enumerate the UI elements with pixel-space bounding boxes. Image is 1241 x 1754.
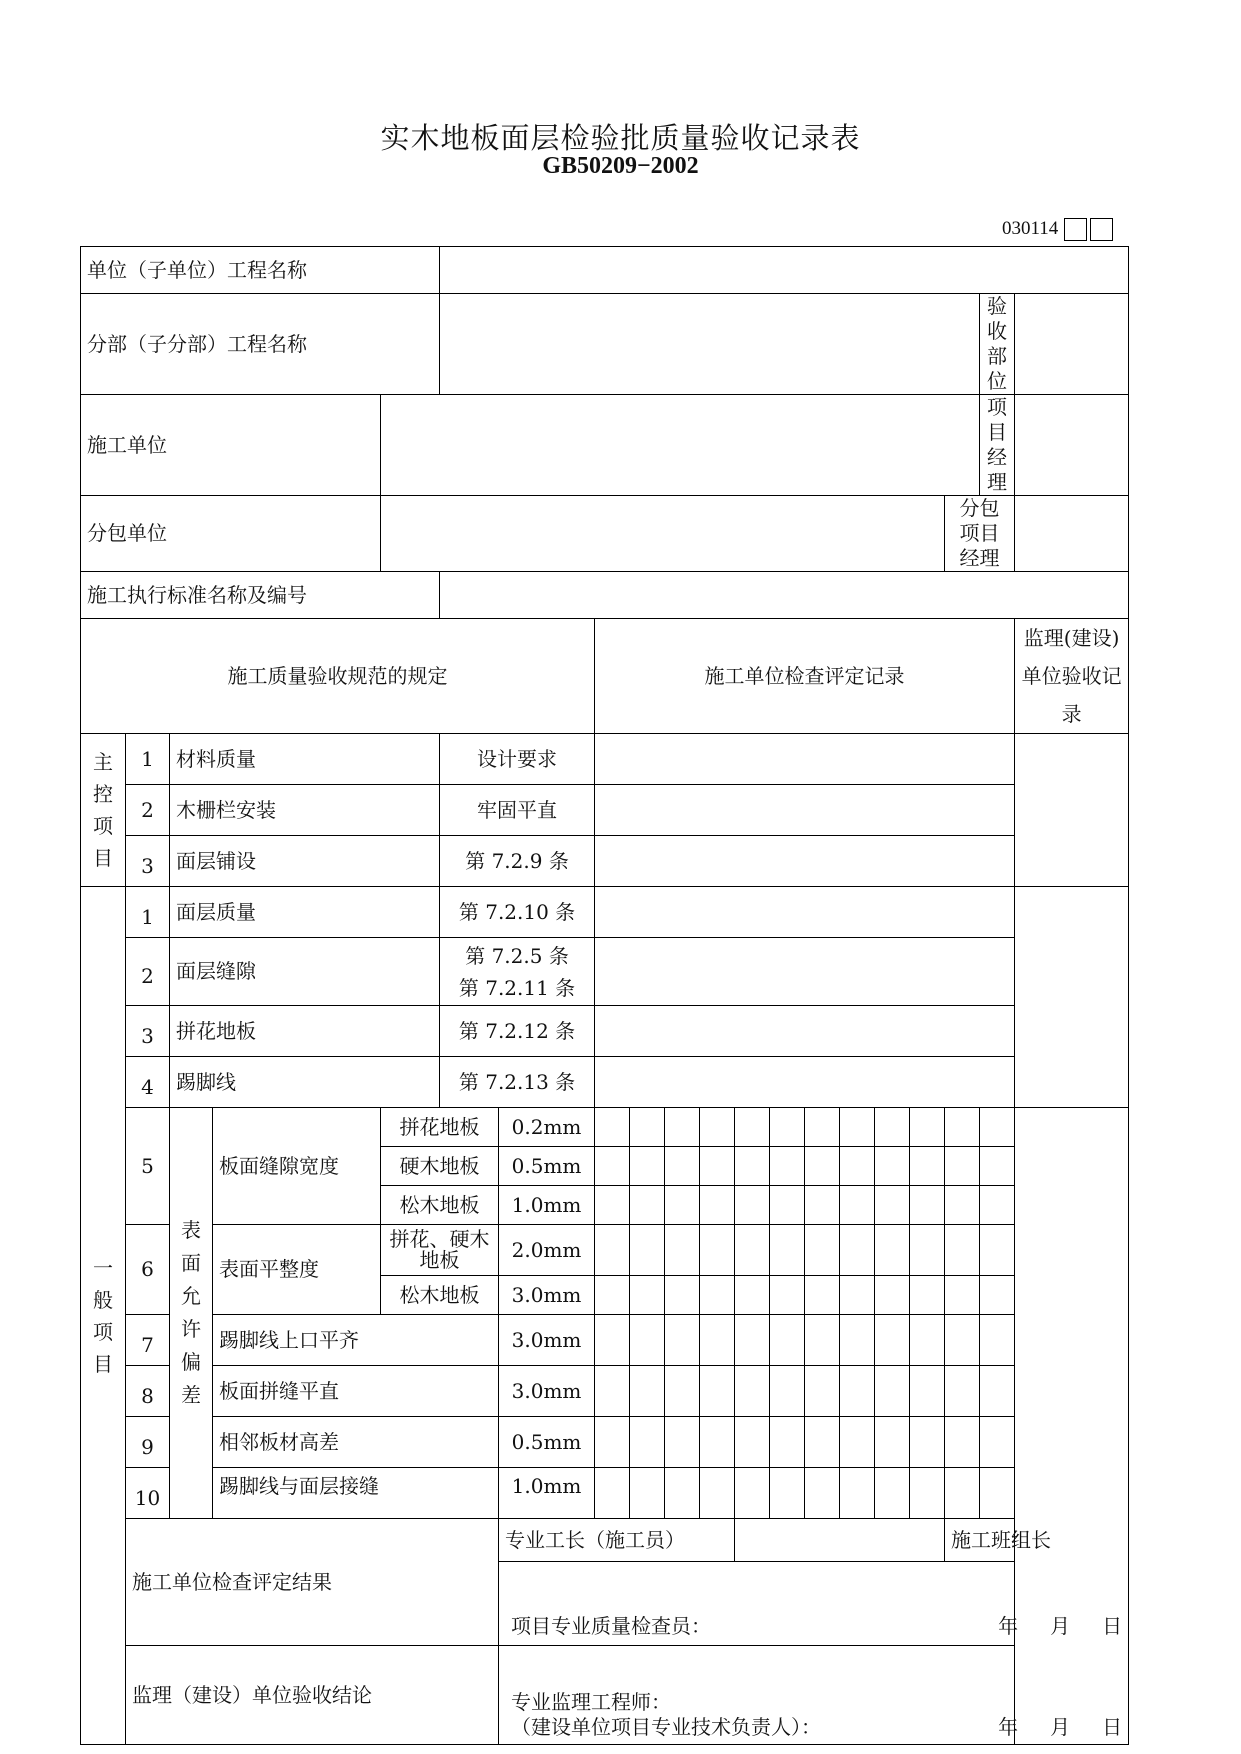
check-cell[interactable] <box>910 1147 945 1186</box>
check-cell[interactable] <box>910 1468 945 1519</box>
check-cell[interactable] <box>735 1108 770 1147</box>
tol-6b-type: 松木地板 <box>381 1276 499 1315</box>
check-cell[interactable] <box>875 1315 910 1366</box>
tol-item-6-name: 表面平整度 <box>213 1225 381 1315</box>
check-cell[interactable] <box>875 1276 910 1315</box>
check-cell[interactable] <box>595 1147 630 1186</box>
check-cell[interactable] <box>980 1186 1015 1225</box>
check-cell[interactable] <box>595 1468 630 1519</box>
general-item-4-name: 踢脚线 <box>170 1057 440 1108</box>
main-item-1-record[interactable] <box>595 734 1015 785</box>
general-item-2-record[interactable] <box>595 938 1015 1006</box>
general-item-1-no: 1 <box>126 887 170 938</box>
sub-project-manager-field[interactable] <box>1015 496 1129 572</box>
check-cell[interactable] <box>770 1108 805 1147</box>
tol-item-10-value: 1.0mm <box>499 1468 595 1519</box>
tol-6a-value: 2.0mm <box>499 1225 595 1276</box>
tol-5c-value: 1.0mm <box>499 1186 595 1225</box>
standard-field[interactable] <box>440 572 1129 619</box>
check-cell[interactable] <box>910 1315 945 1366</box>
check-cell[interactable] <box>910 1276 945 1315</box>
check-cell[interactable] <box>770 1315 805 1366</box>
tol-item-5-name: 板面缝隙宽度 <box>213 1108 381 1225</box>
subcontractor-field[interactable] <box>381 496 945 572</box>
form-code-box-1[interactable] <box>1064 218 1087 241</box>
tol-5a-value: 0.2mm <box>499 1108 595 1147</box>
general-item-2-no: 2 <box>126 938 170 1006</box>
check-cell[interactable] <box>665 1186 700 1225</box>
check-cell[interactable] <box>875 1186 910 1225</box>
acceptance-part-label: 验收部位 <box>980 294 1015 395</box>
check-cell[interactable] <box>840 1147 875 1186</box>
check-cell[interactable] <box>770 1147 805 1186</box>
supervisor-date: 年 月 日 <box>998 1715 1123 1739</box>
check-cell[interactable] <box>700 1417 735 1468</box>
tol-item-5-no: 5 <box>126 1108 170 1225</box>
check-cell[interactable] <box>630 1108 665 1147</box>
check-cell[interactable] <box>735 1315 770 1366</box>
contractor-signature-area[interactable] <box>499 1562 1129 1646</box>
main-item-2-no: 2 <box>126 785 170 836</box>
tol-item-9-name: 相邻板材高差 <box>213 1417 499 1468</box>
check-cell[interactable] <box>595 1315 630 1366</box>
tol-item-8-value: 3.0mm <box>499 1366 595 1417</box>
check-cell[interactable] <box>595 1186 630 1225</box>
check-cell[interactable] <box>700 1315 735 1366</box>
general-item-2-req-line1: 第 7.2.5 条 <box>465 943 569 968</box>
check-cell[interactable] <box>840 1468 875 1519</box>
check-cell[interactable] <box>595 1225 630 1276</box>
check-cell[interactable] <box>840 1366 875 1417</box>
check-cell[interactable] <box>980 1108 1015 1147</box>
check-cell[interactable] <box>595 1276 630 1315</box>
check-cell[interactable] <box>805 1276 840 1315</box>
check-cell[interactable] <box>630 1468 665 1519</box>
tol-5a-type: 拼花地板 <box>381 1108 499 1147</box>
general-item-3-name: 拼花地板 <box>170 1006 440 1057</box>
check-cell[interactable] <box>875 1417 910 1468</box>
tol-item-6-no: 6 <box>126 1225 170 1315</box>
check-cell[interactable] <box>630 1147 665 1186</box>
check-cell[interactable] <box>595 1417 630 1468</box>
check-cell[interactable] <box>875 1147 910 1186</box>
check-cell[interactable] <box>840 1225 875 1276</box>
check-cell[interactable] <box>665 1315 700 1366</box>
owner-rep-label: （建设单位项目专业技术负责人）： <box>511 1715 822 1739</box>
check-cell[interactable] <box>805 1315 840 1366</box>
main-item-2-name: 木栅栏安装 <box>170 785 440 836</box>
check-cell[interactable] <box>595 1366 630 1417</box>
check-cell[interactable] <box>945 1468 980 1519</box>
check-cell[interactable] <box>945 1276 980 1315</box>
team-leader-label: 施工班组长 <box>945 1519 1129 1562</box>
main-item-1-no: 1 <box>126 734 170 785</box>
contractor-label: 施工单位 <box>81 395 381 496</box>
check-cell[interactable] <box>700 1468 735 1519</box>
check-cell[interactable] <box>980 1366 1015 1417</box>
check-cell[interactable] <box>910 1225 945 1276</box>
check-cell[interactable] <box>910 1417 945 1468</box>
tol-item-10-name: 踢脚线与面层接缝 <box>213 1468 499 1519</box>
supervisor-engineer-label: 专业监理工程师： <box>511 1690 672 1714</box>
check-cell[interactable] <box>805 1468 840 1519</box>
check-cell[interactable] <box>910 1366 945 1417</box>
check-cell[interactable] <box>840 1186 875 1225</box>
standard-label: 施工执行标准名称及编号 <box>81 572 440 619</box>
project-manager-label: 项目经理 <box>980 395 1015 496</box>
check-cell[interactable] <box>980 1276 1015 1315</box>
check-cell[interactable] <box>700 1366 735 1417</box>
supervisor-record-header: 监理(建设)单位验收记录 <box>1015 619 1129 734</box>
check-cell[interactable] <box>840 1315 875 1366</box>
standard-code: GB50209−2002 <box>542 153 699 179</box>
unit-project-field[interactable] <box>440 247 1129 294</box>
main-item-3-record[interactable] <box>595 836 1015 887</box>
check-cell[interactable] <box>875 1108 910 1147</box>
tolerance-group-label: 表面允许偏差 <box>170 1108 213 1519</box>
check-cell[interactable] <box>630 1366 665 1417</box>
check-cell[interactable] <box>770 1276 805 1315</box>
main-item-3-req: 第 7.2.9 条 <box>440 836 595 887</box>
general-label: 一般项目 <box>81 887 126 1745</box>
main-item-1-req: 设计要求 <box>440 734 595 785</box>
general-item-1-name: 面层质量 <box>170 887 440 938</box>
tol-item-8-no: 8 <box>126 1366 170 1417</box>
sub-project-field[interactable] <box>440 294 980 395</box>
check-cell[interactable] <box>665 1108 700 1147</box>
supervisor-signature-area[interactable] <box>499 1646 1129 1745</box>
check-cell[interactable] <box>805 1417 840 1468</box>
check-cell[interactable] <box>805 1366 840 1417</box>
check-cell[interactable] <box>875 1468 910 1519</box>
general-supervisor-record-a[interactable] <box>1015 887 1129 1108</box>
check-cell[interactable] <box>945 1147 980 1186</box>
check-cell[interactable] <box>770 1186 805 1225</box>
check-cell[interactable] <box>980 1468 1015 1519</box>
check-cell[interactable] <box>665 1366 700 1417</box>
check-cell[interactable] <box>735 1276 770 1315</box>
general-item-2-name: 面层缝隙 <box>170 938 440 1006</box>
tol-item-9-no: 9 <box>126 1417 170 1468</box>
form-title: 实木地板面层检验批质量验收记录表 <box>380 121 861 155</box>
tol-6a-type: 拼花、硬木地板 <box>381 1225 499 1276</box>
check-cell[interactable] <box>735 1225 770 1276</box>
check-cell[interactable] <box>735 1417 770 1468</box>
inspector-label: 项目专业质量检查员： <box>511 1614 712 1638</box>
check-cell[interactable] <box>875 1366 910 1417</box>
check-cell[interactable] <box>735 1468 770 1519</box>
general-item-4-record[interactable] <box>595 1057 1015 1108</box>
general-item-1-record[interactable] <box>595 887 1015 938</box>
tol-item-10-no: 10 <box>126 1468 170 1519</box>
sub-project-manager-label: 分包项目经理 <box>945 496 1015 572</box>
check-cell[interactable] <box>700 1225 735 1276</box>
check-cell[interactable] <box>840 1276 875 1315</box>
check-cell[interactable] <box>945 1366 980 1417</box>
form-code: 030114 <box>1002 218 1059 239</box>
check-cell[interactable] <box>665 1468 700 1519</box>
main-item-1-name: 材料质量 <box>170 734 440 785</box>
check-cell[interactable] <box>665 1417 700 1468</box>
check-cell[interactable] <box>840 1417 875 1468</box>
spec-column-header: 施工质量验收规范的规定 <box>81 619 595 734</box>
check-cell[interactable] <box>700 1147 735 1186</box>
inspector-date: 年 月 日 <box>998 1614 1123 1638</box>
supervisor-conclusion-label: 监理（建设）单位验收结论 <box>126 1646 499 1745</box>
check-cell[interactable] <box>770 1225 805 1276</box>
main-supervisor-record[interactable] <box>1015 734 1129 887</box>
check-cell[interactable] <box>980 1147 1015 1186</box>
check-cell[interactable] <box>770 1417 805 1468</box>
contractor-record-header: 施工单位检查评定记录 <box>595 619 1015 734</box>
check-cell[interactable] <box>910 1186 945 1225</box>
general-item-2-req-line2: 第 7.2.11 条 <box>458 975 576 1000</box>
contractor-field[interactable] <box>381 395 980 496</box>
main-item-2-req: 牢固平直 <box>440 785 595 836</box>
general-item-3-record[interactable] <box>595 1006 1015 1057</box>
main-control-label: 主控项目 <box>81 734 126 887</box>
check-cell[interactable] <box>910 1108 945 1147</box>
tol-item-8-name: 板面拼缝平直 <box>213 1366 499 1417</box>
check-cell[interactable] <box>665 1147 700 1186</box>
check-cell[interactable] <box>630 1225 665 1276</box>
check-cell[interactable] <box>735 1147 770 1186</box>
record-table <box>80 246 1129 1745</box>
general-item-4-req: 第 7.2.13 条 <box>440 1057 595 1108</box>
unit-project-label: 单位（子单位）工程名称 <box>81 247 440 294</box>
general-item-2-req <box>440 938 595 1006</box>
check-cell[interactable] <box>840 1108 875 1147</box>
check-cell[interactable] <box>700 1108 735 1147</box>
tol-item-9-value: 0.5mm <box>499 1417 595 1468</box>
tol-6b-value: 3.0mm <box>499 1276 595 1315</box>
check-cell[interactable] <box>770 1366 805 1417</box>
check-cell[interactable] <box>875 1225 910 1276</box>
general-item-1-req: 第 7.2.10 条 <box>440 887 595 938</box>
check-cell[interactable] <box>805 1186 840 1225</box>
subcontractor-label: 分包单位 <box>81 496 381 572</box>
check-cell[interactable] <box>770 1468 805 1519</box>
check-cell[interactable] <box>630 1315 665 1366</box>
sub-project-label: 分部（子分部）工程名称 <box>81 294 440 395</box>
foreman-label: 专业工长（施工员） <box>499 1519 735 1562</box>
tol-item-7-value: 3.0mm <box>499 1315 595 1366</box>
tol-5b-value: 0.5mm <box>499 1147 595 1186</box>
check-cell[interactable] <box>700 1186 735 1225</box>
main-item-2-record[interactable] <box>595 785 1015 836</box>
check-cell[interactable] <box>630 1417 665 1468</box>
tol-item-7-name: 踢脚线上口平齐 <box>213 1315 499 1366</box>
contractor-result-label: 施工单位检查评定结果 <box>126 1519 499 1646</box>
check-cell[interactable] <box>980 1417 1015 1468</box>
general-item-3-no: 3 <box>126 1006 170 1057</box>
check-cell[interactable] <box>945 1417 980 1468</box>
check-cell[interactable] <box>945 1108 980 1147</box>
general-item-4-no: 4 <box>126 1057 170 1108</box>
main-item-3-no: 3 <box>126 836 170 887</box>
check-cell[interactable] <box>735 1366 770 1417</box>
check-cell[interactable] <box>665 1225 700 1276</box>
acceptance-part-field[interactable] <box>1015 294 1129 395</box>
check-cell[interactable] <box>980 1225 1015 1276</box>
check-cell[interactable] <box>805 1108 840 1147</box>
check-cell[interactable] <box>735 1186 770 1225</box>
check-cell[interactable] <box>805 1225 840 1276</box>
check-cell[interactable] <box>595 1108 630 1147</box>
form-code-box-2[interactable] <box>1090 218 1113 241</box>
project-manager-field[interactable] <box>1015 395 1129 496</box>
check-cell[interactable] <box>945 1186 980 1225</box>
check-cell[interactable] <box>700 1276 735 1315</box>
tol-item-7-no: 7 <box>126 1315 170 1366</box>
general-item-3-req: 第 7.2.12 条 <box>440 1006 595 1057</box>
main-item-3-name: 面层铺设 <box>170 836 440 887</box>
tol-5b-type: 硬木地板 <box>381 1147 499 1186</box>
check-cell[interactable] <box>630 1186 665 1225</box>
check-cell[interactable] <box>630 1276 665 1315</box>
check-cell[interactable] <box>805 1147 840 1186</box>
check-cell[interactable] <box>665 1276 700 1315</box>
tol-5c-type: 松木地板 <box>381 1186 499 1225</box>
foreman-field[interactable] <box>735 1519 945 1562</box>
check-cell[interactable] <box>945 1225 980 1276</box>
check-cell[interactable] <box>945 1315 980 1366</box>
check-cell[interactable] <box>980 1315 1015 1366</box>
